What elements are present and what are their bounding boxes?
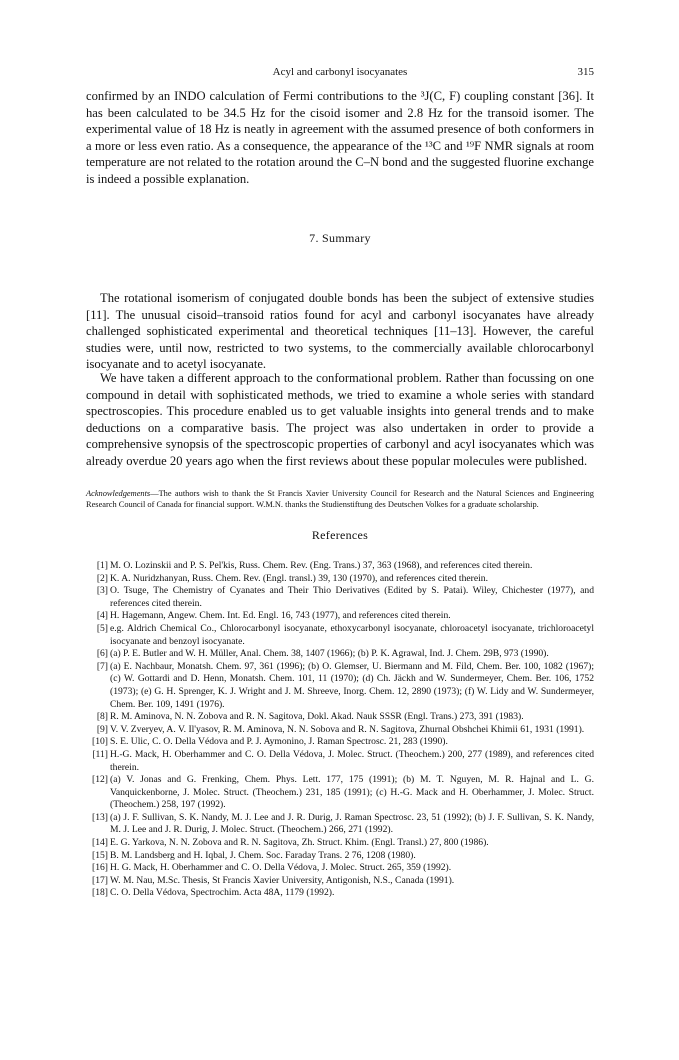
reference-text: (a) E. Nachbaur, Monatsh. Chem. 97, 361 (1996); (b) O. Glemser, U. Biermann and M. Fild, Chem. Ber. 100, 1082 (1967); (c) W. Gottardi and D. Henn, Monatsh. Chem. 101, 11 (1970); (d) Ch. Jäckh and W. Sundermeyer, Chem. Ber. 106, 1752 (1973); (e) G. H. Sprenger, K. J. Wright and J. M. Shreeve, Inorg. Chem. 12, 2890 (1973); (f) W. Lidy and W. Sundermeyer, Chem. Ber. 109, 1491 (1976). — [110, 660, 594, 710]
reference-number: [16] — [92, 862, 108, 874]
reference-item — [86, 711, 594, 724]
reference-number: [5] — [96, 622, 108, 634]
reference-item — [86, 585, 594, 610]
reference-item — [86, 850, 594, 863]
reference-item — [86, 648, 594, 661]
reference-item — [86, 736, 594, 749]
reference-text: (a) P. E. Butler and W. H. Müller, Anal. Chem. 38, 1407 (1966); (b) P. K. Agrawal, Ind. J. Chem. 29B, 973 (1990). — [110, 648, 549, 660]
reference-number: [8] — [96, 711, 108, 723]
reference-text: H. G. Mack, H. Oberhammer and C. O. Della Védova, J. Molec. Struct. 265, 359 (1992). — [110, 862, 452, 874]
reference-text: (a) V. Jonas and G. Frenking, Chem. Phys. Lett. 177, 175 (1991); (b) M. T. Nguyen, M. R. Hajnal and L. G. Vanquickenborne, J. Molec. Struct. (Theochem.) 231, 185 (1991); (c) H.-G. Mack and H. Oberhammer, J. Molec. Struct. (Theochem.) 258, 197 (1992). — [110, 774, 594, 811]
reference-text: R. M. Aminova, N. N. Zobova and R. N. Sagitova, Dokl. Akad. Nauk SSSR (Engl. Trans.) 273, 391 (1983). — [110, 711, 524, 723]
reference-text: K. A. Nuridzhanyan, Russ. Chem. Rev. (Engl. transl.) 39, 130 (1970), and references cited therein. — [110, 572, 488, 584]
reference-item — [86, 623, 594, 648]
reference-list — [86, 560, 594, 900]
reference-item — [86, 610, 594, 623]
reference-number: [14] — [92, 837, 108, 849]
acknowledgements-text: —The authors wish to thank the St Francis Xavier University Council for Research and the Natural Sciences and Engineering Research Council of Canada for financial support. W.M.N. thanks the Studienstiftung des Deutschen Volkes for a graduate scholarship. — [86, 489, 594, 510]
reference-item — [86, 724, 594, 737]
reference-item — [86, 875, 594, 888]
reference-number: [3] — [96, 585, 108, 597]
reference-item — [86, 573, 594, 586]
summary-paragraph-1: The rotational isomerism of conjugated double bonds has been the subject of extensive studies [11]. The unusual cisoid–transoid ratios found for acyl and carbonyl isocyanates have already challenged sophisticated experimental and theoretical techniques [11–13]. However, the careful studies were, until now, restricted to two systems, to the commercially available chlorocarbonyl isocyanate and to acetyl isocyanate. — [86, 291, 594, 372]
reference-number: [12] — [92, 774, 108, 786]
reference-text: S. E. Ulic, C. O. Della Védova and P. J. Aymonino, J. Raman Spectrosc. 21, 283 (1990). — [110, 736, 448, 748]
acknowledgements — [86, 488, 594, 510]
reference-item — [86, 774, 594, 812]
reference-item — [86, 749, 594, 774]
reference-item — [86, 862, 594, 875]
reference-text: H.-G. Mack, H. Oberhammer and C. O. Della Védova, J. Molec. Struct. (Theochem.) 200, 277 (1989), and references cited therein. — [110, 748, 594, 773]
reference-text: B. M. Landsberg and H. Iqbal, J. Chem. Soc. Faraday Trans. 2 76, 1208 (1980). — [110, 849, 416, 861]
reference-text: M. O. Lozinskii and P. S. Pel'kis, Russ. Chem. Rev. (Eng. Trans.) 37, 363 (1968), and references cited therein. — [110, 560, 533, 571]
body-paragraph-continued: confirmed by an INDO calculation of Fermi contributions to the ³J(C, F) coupling constant [36]. It has been calculated to be 34.5 Hz for the cisoid isomer and 2.8 Hz for the transoid isomer. The experimental value of 18 Hz is neatly in agreement with the assumed presence of both conformers in a more or less even ratio. As a consequence, the appearance of the ¹³C and ¹⁹F NMR signals at room temperature are not related to the rotation around the C–N bond and the suggested fluorine exchange is indeed a possible explanation. — [86, 89, 594, 186]
reference-item — [86, 560, 594, 573]
section-heading-references: References — [311, 528, 369, 542]
running-header — [86, 66, 594, 82]
reference-number: [13] — [92, 811, 108, 823]
acknowledgements-label: Acknowledgements — [86, 489, 151, 498]
reference-item — [86, 661, 594, 711]
section-heading-summary: 7. Summary — [309, 231, 371, 245]
reference-text: V. V. Zveryev, A. V. Il'yasov, R. M. Aminova, N. N. Sobova and R. N. Sagitova, Zhurnal Obshchei Khimii 61, 1931 (1991). — [110, 723, 585, 735]
reference-item — [86, 812, 594, 837]
reference-text: W. M. Nau, M.Sc. Thesis, St Francis Xavier University, Antigonish, N.S., Canada (1991). — [110, 874, 455, 886]
reference-text: (a) J. F. Sullivan, S. K. Nandy, M. J. Lee and J. R. Durig, J. Raman Spectrosc. 23, 51 (1992); (b) J. F. Sullivan, S. K. Nandy, M. J. Lee and J. R. Durig, J. Molec. Struct. (Theochem.) 266, 271 (1992). — [110, 811, 594, 836]
reference-text: E. G. Yarkova, N. N. Zobova and R. N. Sagitova, Zh. Struct. Khim. (Engl. Transl.) 27, 800 (1986). — [110, 837, 489, 849]
page-number: 315 — [577, 66, 594, 78]
reference-item — [86, 837, 594, 850]
summary-paragraph-2: We have taken a different approach to the conformational problem. Rather than focussing on one compound in detail with sophisticated methods, we tried to examine a whole series with standard spectroscopies. This procedure enabled us to get valuable insights into general trends and to make deductions on a comparative basis. The project was also undertaken in order to provide a comprehensive synopsis of the spectroscopic properties of carbonyl and acyl isocyanates which was already overdue 20 years ago when the first reviews about these popular molecules were published. — [86, 371, 594, 468]
reference-number: [7] — [96, 660, 108, 672]
reference-number: [2] — [96, 572, 108, 584]
reference-number: [10] — [92, 736, 108, 748]
reference-text: C. O. Della Védova, Spectrochim. Acta 48A, 1179 (1992). — [110, 887, 335, 899]
reference-number: [9] — [96, 723, 108, 735]
running-title: Acyl and carbonyl isocyanates — [272, 66, 408, 78]
reference-number: [4] — [96, 610, 108, 622]
reference-text: O. Tsuge, The Chemistry of Cyanates and Their Thio Derivatives (Edited by S. Patai). Wiley, Chichester (1977), and references cited therein. — [110, 585, 594, 609]
reference-text: e.g. Aldrich Chemical Co., Chlorocarbonyl isocyanate, ethoxycarbonyl isocyanate, chloroacetyl isocyanate, trichloroacetyl isocyanate and benzoyl isocyanate. — [110, 622, 594, 647]
reference-number: [1] — [96, 560, 108, 571]
reference-number: [18] — [92, 887, 108, 899]
reference-number: [15] — [92, 849, 108, 861]
journal-page — [86, 0, 594, 1060]
reference-number: [11] — [92, 748, 108, 760]
reference-number: [6] — [96, 648, 108, 660]
reference-item — [86, 887, 594, 900]
reference-number: [17] — [92, 874, 108, 886]
reference-text: H. Hagemann, Angew. Chem. Int. Ed. Engl. 16, 743 (1977), and references cited therein. — [110, 610, 451, 622]
